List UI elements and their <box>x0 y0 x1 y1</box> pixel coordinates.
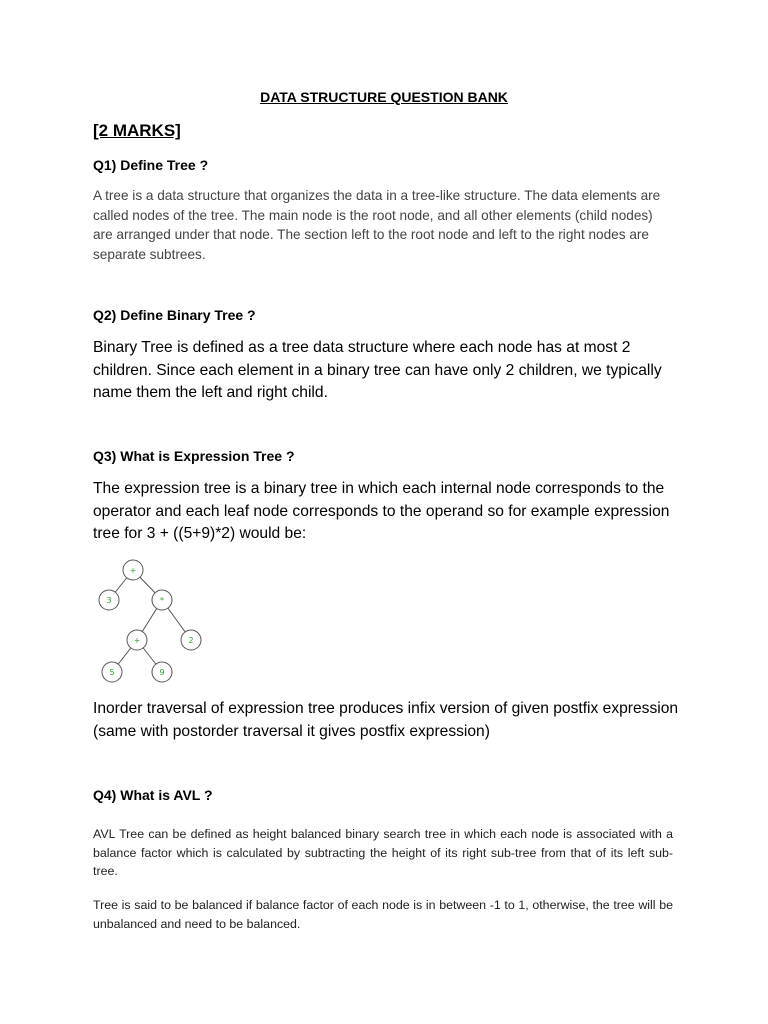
q3-note: Inorder traversal of expression tree produces infix version of given postfix expression (same with postorder traversal it gives postfix expression) <box>93 700 679 740</box>
q3-question: Q3) What is Expression Tree ? <box>93 448 295 464</box>
tree-label-mul: * <box>160 596 164 605</box>
tree-label-right-leaf: 2 <box>188 636 194 645</box>
section-heading: [2 MARKS] <box>93 121 181 140</box>
q2-question: Q2) Define Binary Tree ? <box>93 307 256 323</box>
q4-question: Q4) What is AVL ? <box>93 787 213 803</box>
tree-label-nine: 9 <box>159 668 165 677</box>
q2-answer: Binary Tree is defined as a tree data structure where each node has at most 2 children. Since each element in a binary tree can have only 2 children, we typically name them the left and right child. <box>93 339 662 401</box>
q1-question: Q1) Define Tree ? <box>93 157 209 173</box>
page-title: DATA STRUCTURE QUESTION BANK <box>260 89 508 105</box>
tree-label-five: 5 <box>109 668 115 677</box>
q4-paragraph-2: Tree is said to be balanced if balance factor of each node is in between -1 to 1, otherwise, the tree will be unbalanced and need to be balanced. <box>93 898 673 931</box>
q3-answer: The expression tree is a binary tree in which each internal node corresponds to the operator and each leaf node corresponds to the operand so for example expression tree for 3 + ((5+9)*2) would be: <box>93 480 670 542</box>
tree-label-inner-plus: + <box>133 636 141 645</box>
tree-label-root: + <box>129 566 137 575</box>
q1-answer: A tree is a data structure that organizes the data in a tree-like structure. The data elements are called nodes of the tree. The main node is the root node, and all other elements (child nodes) are arranged under that node. The section left to the root node and left to the right nodes are separate subtrees. <box>93 188 661 263</box>
q4-paragraph-1: AVL Tree can be defined as height balanced binary search tree in which each node is associated with a balance factor which is calculated by subtracting the height of its right sub-tree from that of its left sub-tree. <box>93 827 673 878</box>
expression-tree-diagram <box>90 556 210 688</box>
tree-label-left-leaf: 3 <box>106 596 112 605</box>
